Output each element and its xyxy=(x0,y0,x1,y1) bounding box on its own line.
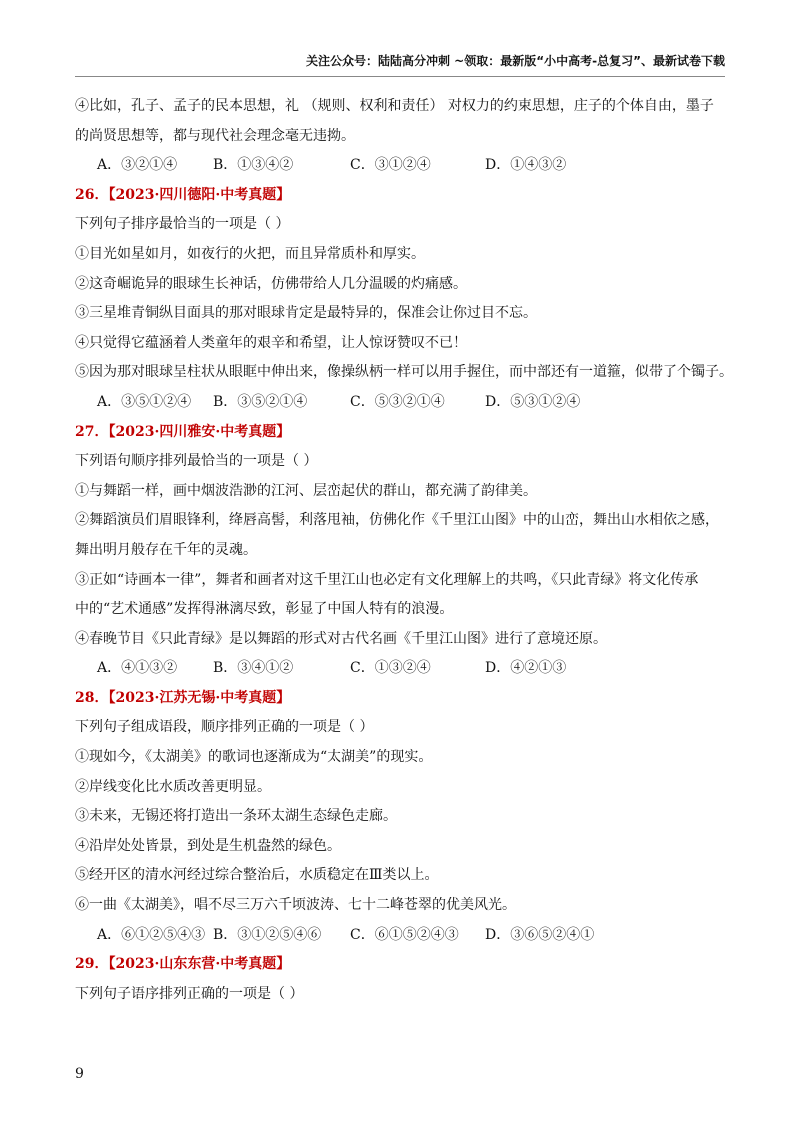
question-27-title: 27．【2023·四川雅安·中考真题】 xyxy=(75,423,291,440)
question-27-stem: 下列语句顺序排列最恰当的一项是（ ） xyxy=(75,453,318,470)
sentence: 中的“艺术通感”发挥得淋漓尽致，彰显了中国人特有的浪漫。 xyxy=(75,601,454,618)
option-d: D．⑤③①②④ xyxy=(485,393,581,410)
sentence: ⑤经开区的清水河经过综合整治后，水质稳定在Ⅲ类以上。 xyxy=(75,867,439,884)
option-b: B．③①②⑤④⑥ xyxy=(213,926,322,943)
sentence: ⑥一曲《太湖美》，唱不尽三万六千顷波涛、七十二峰苍翠的优美风光。 xyxy=(75,897,516,914)
sentence: ②舞蹈演员们眉眼锋利，绛唇高髻，利落甩袖，仿佛化作《千里江山图》中的山峦，舞出山水相依之感， xyxy=(75,512,719,529)
option-c: C．⑥①⑤②④③ xyxy=(350,926,459,943)
sentence: ①与舞蹈一样，画中烟波浩渺的江河、层峦起伏的群山，都充满了韵律美。 xyxy=(75,482,537,499)
sentence: ④春晚节目《只此青绿》是以舞蹈的形式对古代名画《千里江山图》进行了意境还原。 xyxy=(75,630,607,647)
option-c: C．⑤③②①④ xyxy=(350,393,445,410)
question-28-title: 28．【2023·江苏无锡·中考真题】 xyxy=(75,689,291,706)
sentence: ②这奇崛诡异的眼球生长神话，仿佛带给人几分温暖的灼痛感。 xyxy=(75,275,467,292)
option-b: B．③④①② xyxy=(213,660,294,677)
sentence: ③未来，无锡还将打造出一条环太湖生态绿色走廊。 xyxy=(75,808,397,825)
option-d: D．③⑥⑤②④① xyxy=(485,926,595,943)
option-c: C．①③②④ xyxy=(350,660,431,677)
q27-options xyxy=(75,654,735,684)
q28-options xyxy=(75,921,735,951)
question-26-stem: 下列句子排序最恰当的一项是（ ） xyxy=(75,216,290,233)
question-29-title: 29．【2023·山东东营·中考真题】 xyxy=(75,956,291,973)
option-c: C．③①②④ xyxy=(350,157,431,174)
sentence: ①现如今，《太湖美》的歌词也逐渐成为“太湖美”的现实。 xyxy=(75,749,433,766)
option-d: D．④②①③ xyxy=(485,660,567,677)
sentence: ①目光如星如月，如夜行的火把，而且异常质朴和厚实。 xyxy=(75,245,425,262)
option-a: A．③⑤①②④ xyxy=(97,393,192,410)
option-b: B．③⑤②①④ xyxy=(213,393,308,410)
sentence: ④沿岸处处皆景，到处是生机盎然的绿色。 xyxy=(75,837,341,854)
document-body xyxy=(75,92,735,1009)
option-b: B．①③④② xyxy=(213,157,294,174)
sentence: ③三星堆青铜纵目面具的那对眼球肯定是最特异的，保准会让你过目不忘。 xyxy=(75,305,537,322)
question-28-stem: 下列句子组成语段，顺序排列正确的一项是（ ） xyxy=(75,719,374,736)
sentence: ③正如“诗画本一律”，舞者和画者对这千里江山也必定有文化理解上的共鸣，《只此青绿》将文化传承 xyxy=(75,571,699,588)
sentence: ②岸线变化比水质改善更明显。 xyxy=(75,778,271,795)
text-line: 的尚贤思想等，都与现代社会理念毫无违拗。 xyxy=(75,127,355,144)
question-29-stem: 下列句子语序排列正确的一项是（ ） xyxy=(75,985,304,1002)
option-a: A．④①③② xyxy=(97,660,178,677)
option-a: A．⑥①②⑤④③ xyxy=(97,926,206,943)
sentence: 舞出明月般存在千年的灵魂。 xyxy=(75,541,257,558)
option-a: A．③②①④ xyxy=(97,157,178,174)
page-header: 关注公众号：陆陆高分冲刺 ~领取：最新版“小中高考-总复习”、最新试卷下载 xyxy=(306,54,725,68)
question-26-title: 26．【2023·四川德阳·中考真题】 xyxy=(75,186,291,203)
sentence: ⑤因为那对眼球呈柱状从眼眶中伸出来，像操纵柄一样可以用手握住，而中部还有一道箍，似带了个镯子。 xyxy=(75,364,733,381)
page-number: 9 xyxy=(75,1066,84,1082)
q26-options xyxy=(75,388,735,418)
sentence: ④只觉得它蕴涵着人类童年的艰辛和希望，让人惊讶赞叹不已！ xyxy=(75,334,467,351)
q25-options xyxy=(75,151,735,181)
option-d: D．①④③② xyxy=(485,157,567,174)
header-divider xyxy=(75,76,725,77)
text-line: ④比如，孔子、孟子的民本思想，礼 （规则、权利和责任） 对权力的约束思想，庄子的个体自由，墨子 xyxy=(75,98,714,114)
